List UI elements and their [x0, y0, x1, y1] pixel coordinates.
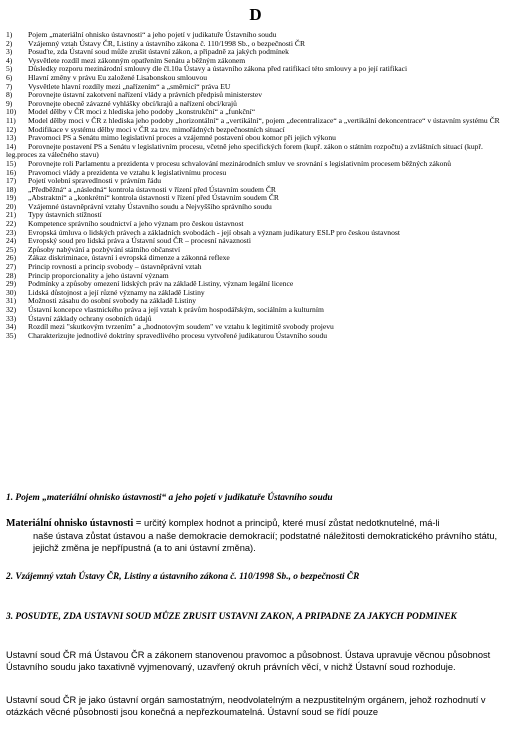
list-item-text: Charakterizujte jednotlivé doktríny spravedlivého procesu vytvořené judikaturou Ústavního soudu	[28, 330, 328, 340]
list-item-number: 25)	[6, 244, 17, 254]
list-item	[6, 143, 506, 160]
section-3-paragraph-1: Ustavní soud ČR má Ústavou ČR a zákonem stanovenou pravomoc a působnost. Ústava upravuje věcnou působnost Ústavního soudu jako taxativně vyjmenovaný, uzavřený okruh právních věcí, v nichž Ústavní soud rozhoduje.	[6, 650, 491, 673]
definition-text-first: určitý komplex hodnot a principů, které musí zůstat nedotknutelné, má-li	[141, 518, 440, 528]
list-item-number: 2)	[6, 38, 13, 48]
list-item-number: 28)	[6, 270, 17, 280]
list-item-number: 30)	[6, 287, 17, 297]
list-item-number: 32)	[6, 305, 17, 314]
list-item-number: 15)	[6, 158, 17, 168]
list-item-number: 5)	[6, 64, 13, 74]
list-item-text: „Abstraktní“ a „konkrétní“ kontrola ústavnosti v řízení před Ústavním soudem ČR	[28, 193, 279, 203]
definition-text-rest: naše ústava zůstat ústavou a naše demokracie demokracií; podstatné náležitosti demokratického právního státu, jejichž změna je nepřípustná (a to ani ústavní změna).	[33, 531, 498, 554]
list-item-text: Evropský soud pro lidská práva a Ústavní soud ČR – procesní návaznosti	[28, 236, 251, 246]
list-item-text: Kompetence správního soudnictví a jeho význam pro českou ústavnost	[28, 219, 244, 229]
list-item-number: 21)	[6, 210, 17, 220]
list-item-number: 7)	[6, 81, 13, 91]
list-item-text: Vysvětlete rozdíl mezi zákonným opatřením Senátu a běžným zákonem	[28, 55, 246, 65]
list-item-text: Modifikace v systému dělby moci v ČR za tzv. mimořádných bezpečnostních situací	[28, 124, 285, 134]
list-item-text: Model dělby v ČR moci z hlediska jeho podoby „konstrukční“ a „funkční“	[28, 107, 256, 117]
list-item-text: Princip proporcionality a jeho ústavní význam	[28, 270, 169, 280]
list-item-text: Lidská důstojnost a její různé významy na základě Listiny	[28, 287, 205, 297]
list-item-number: 12)	[6, 124, 17, 134]
list-item-text: Model dělby moci v ČR z hlediska jeho podoby „horizontální“ a „vertikální“, pojem „decentralizace“ a „vertikální dekoncentrace“ v ústavním systému ČR	[28, 115, 500, 125]
list-item-number: 18)	[6, 184, 17, 194]
page-title: D	[249, 5, 262, 24]
list-item-number: 10)	[6, 107, 17, 117]
list-item-number: 17)	[6, 176, 17, 186]
list-item-text: Porovnejte roli Parlamentu a prezidenta v procesu schvalování mezinárodních smluv ve srovnání s legislativním procesem běžných zákonů	[28, 158, 452, 168]
list-item-text: Podmínky a způsoby omezení lidských práv na základě Listiny, význam legální licence	[28, 279, 294, 289]
section-3-heading: 3. POSUDTE, ZDA USTAVNI SOUD MŮZE ZRUSIT USTAVNI ZAKON, A PRIPADNE ZA JAKYCH PODMINEK	[6, 612, 457, 622]
list-item-text: Způsoby nabývání a pozbývání státního občanství	[28, 244, 181, 254]
list-item-text: Porovnejte obecně závazné vyhlášky obcí/krajů a nařízení obcí/krajů	[28, 98, 237, 108]
list-item-text: Vysvětlete hlavní rozdíly mezi „nařízením“ a „směrnicí“ práva EU	[28, 81, 231, 91]
list-item-text: Porovnejte ústavní zakotvení nařízení vlády a právních předpisů ministerstev	[28, 90, 263, 100]
list-item-number: 33)	[6, 313, 17, 323]
list-item-text: Evropská úmluva o lidských právech a základních svobodách - její obsah a význam judikatury ESLP pro českou ústavnost	[28, 227, 400, 237]
list-item-text: Pojem „materiální ohnisko ústavnosti“ a jeho pojetí v judikatuře Ústavního soudu	[28, 30, 277, 39]
section-1-heading: 1. Pojem „materiální ohnisko ústavnosti“ a jeho pojetí v judikatuře Ústavního soudu	[6, 493, 333, 503]
list-item-number: 29)	[6, 279, 17, 289]
list-item	[6, 332, 506, 341]
list-item-text: Princip rovnosti a princip svobody – ústavněprávní vztah	[28, 262, 202, 272]
list-item-number: 19)	[6, 193, 17, 203]
list-item-number: 11)	[6, 115, 16, 125]
list-item-number: 20)	[6, 201, 17, 211]
list-item-text: Zákaz diskriminace, ústavní i evropská dimenze a zákonná reflexe	[28, 253, 230, 263]
list-item-text: Rozdíl mezi "skutkovým tvrzením" a „hodnotovým soudem" ve vztahu k legitimitě svobody projevu	[28, 322, 334, 332]
list-item-number: 16)	[6, 167, 17, 177]
list-item-number: 27)	[6, 262, 17, 272]
list-item-text: Pojetí volební spravedlnosti v právním řádu	[28, 176, 162, 186]
list-item-number: 24)	[6, 236, 17, 246]
list-item-text: Možnosti zásahu do osobní svobody na základě Listiny	[28, 296, 197, 306]
list-item-number: 13)	[6, 133, 17, 143]
list-item-text: Ústavní základy ochrany osobních údajů	[28, 313, 152, 323]
list-item-number: 34)	[6, 322, 17, 332]
list-item-number: 8)	[6, 90, 13, 100]
list-item-text: Hlavní změny v právu Eu založené Lisabonskou smlouvou	[28, 72, 208, 82]
list-item-number: 4)	[6, 55, 13, 65]
list-item-number: 35)	[6, 330, 17, 340]
section-1-definition	[6, 517, 504, 555]
list-item-text: Porovnejte postavení PS a Senátu v legislativním procesu, včetně jeho specifických forem (kupř. zákon o státním rozpočtu) a zvláštních situací (kupř. leg.proces za válečného stavu)	[6, 141, 483, 160]
list-item-text: Vzájemný vztah Ústavy ČR, Listiny a ústavního zákona č. 110/1998 Sb., o bezpečnosti ČR	[28, 38, 306, 48]
question-list	[6, 31, 506, 340]
section-2-heading: 2. Vzájemný vztah Ústavy ČR, Listiny a ústavního zákona č. 110/1998 Sb., o bezpečnosti ČR	[6, 572, 360, 582]
list-item-number: 26)	[6, 253, 17, 263]
list-item-number: 9)	[6, 98, 13, 108]
list-item-number: 23)	[6, 227, 17, 237]
list-item-number: 3)	[6, 47, 13, 57]
list-item-text: Typy ústavních stížností	[28, 210, 102, 220]
list-item-text: Pravomoci vlády a prezidenta ve vztahu k legislativnímu procesu	[28, 167, 227, 177]
list-item-text: Pravomoci PS a Senátu mimo legislativní proces a vzájemné postavení obou komor při jejich výkonu	[28, 133, 336, 143]
section-3-paragraph-2: Ustavní soud ČR je jako ústavní orgán samostatným, neodvolatelným a nezpustitelným orgánem, jehož rozhodnutí v otázkách věcné působnosti jsou konečná a nepřezkoumatelná. Ústavní soud se řídí pouze	[6, 695, 486, 718]
list-item-text: „Předběžná“ a „následná“ kontrola ústavnosti v řízení před Ústavním soudem ČR	[28, 184, 276, 194]
list-item-number: 22)	[6, 219, 17, 229]
list-item-text: Posuďte, zda Ústavní soud může zrušit ústavní zákon, a připadně za jakých podmínek	[28, 47, 289, 57]
list-item-number: 1)	[6, 30, 13, 39]
list-item-number: 6)	[6, 72, 13, 82]
list-item-text: Vzájemné ústavněprávní vztahy Ústavního soudu a Nejvyššího správního soudu	[28, 201, 272, 211]
list-item-text: Důsledky rozporu mezinárodní smlouvy dle čl.10a Ústavy a ústavního zákona před ratifikací této smlouvy a po její ratifikaci	[28, 64, 408, 74]
definition-term: Materiální ohnisko ústavnosti =	[6, 518, 142, 529]
list-item-number: 31)	[6, 296, 17, 306]
list-item-number: 14)	[6, 141, 17, 151]
list-item-text: Ústavní koncepce vlastnického práva a její vztah k právům hospodářským, sociálním a kulturním	[28, 305, 324, 314]
